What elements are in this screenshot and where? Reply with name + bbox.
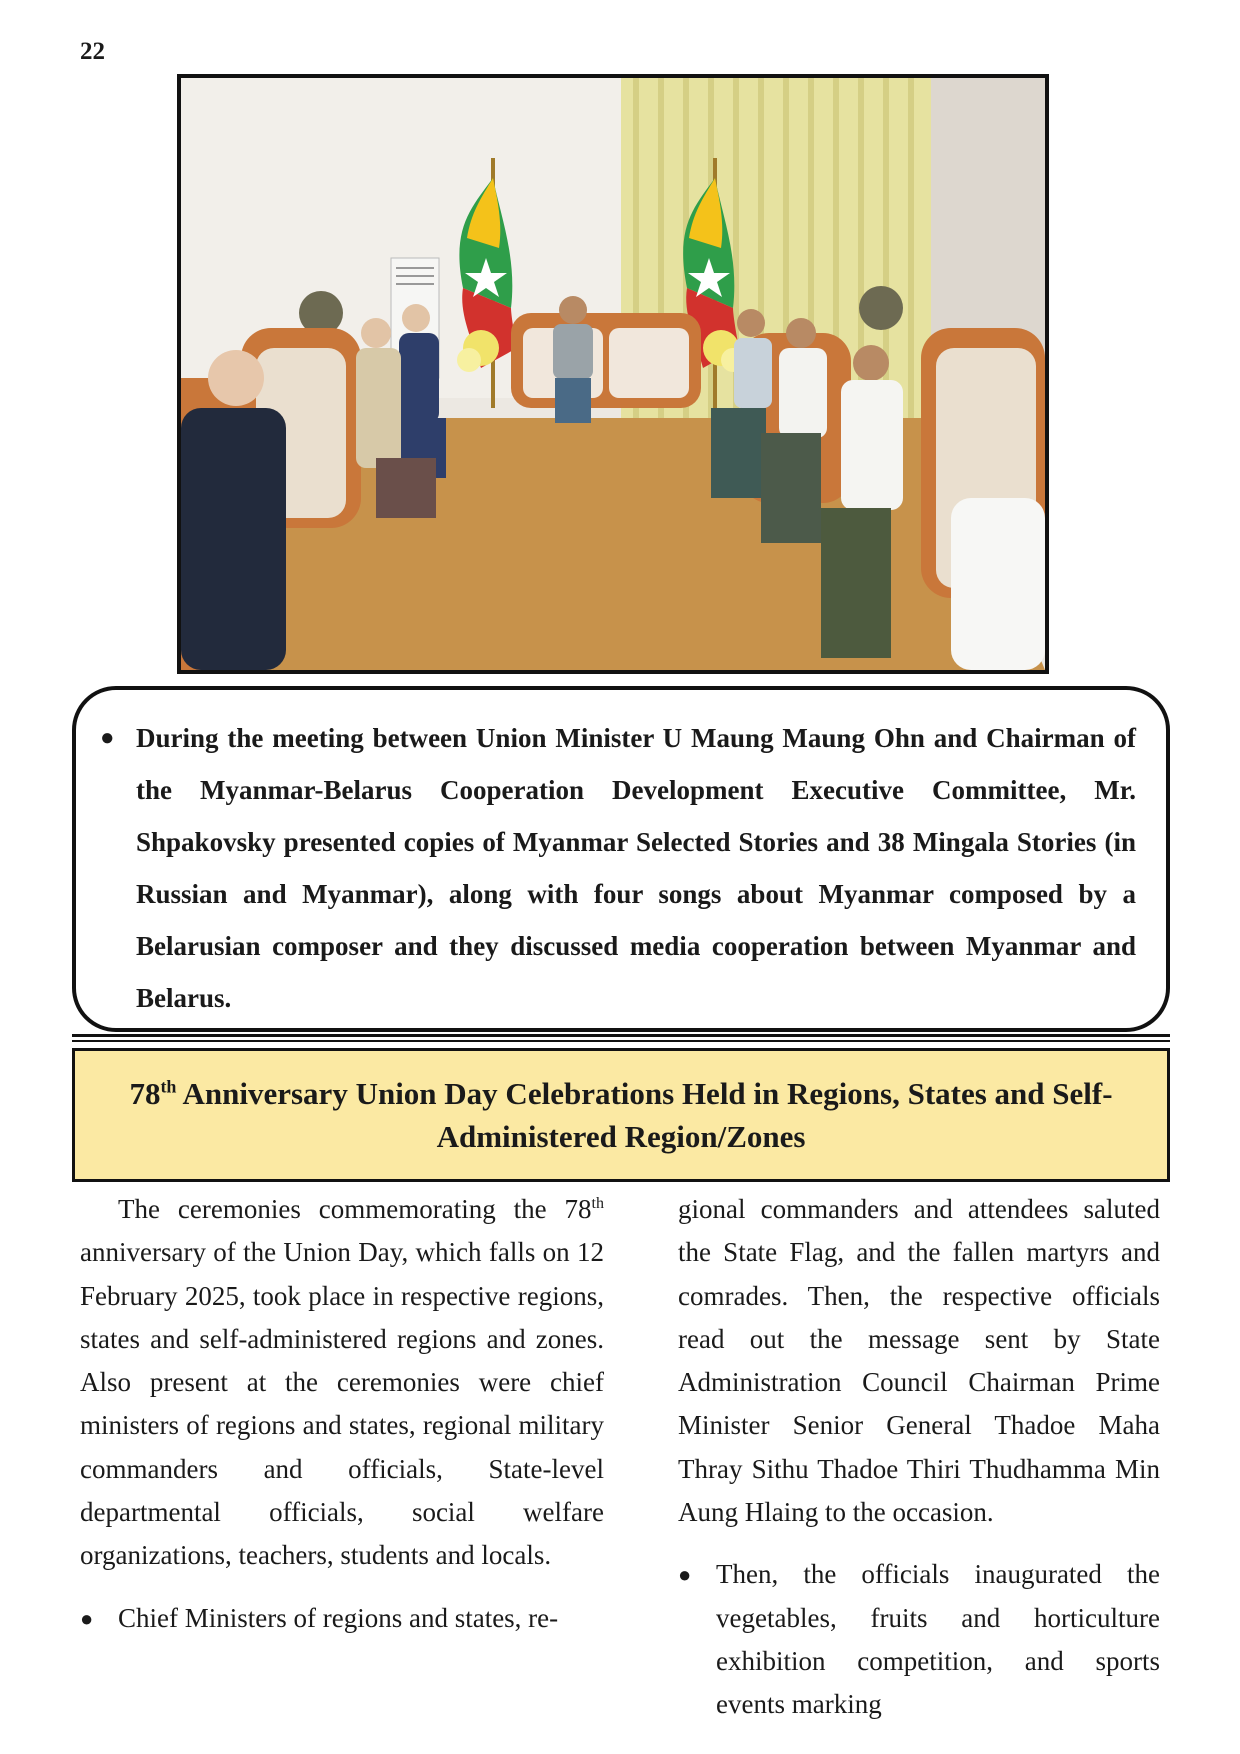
article-column-left xyxy=(80,1188,604,1640)
para-text: The ceremonies commemorating the 78 xyxy=(118,1194,592,1224)
para-ordinal: th xyxy=(591,1195,604,1212)
article-bullet xyxy=(80,1597,604,1640)
page-number: 22 xyxy=(80,38,105,65)
bullet-text: Then, the officials inaugurated the vegetables, fruits and horticulture exhibition competition, and sports events marking xyxy=(716,1559,1160,1720)
article-paragraph-continued: gional commanders and attendees saluted the State Flag, and the fallen martyrs and comrades. Then, the respective officials read out the message sent by State Administration Council Chairman Prime Minister Senior General Thadoe Maha Thray Sithu Thadoe Thiri Thudhamma Min Aung Hlaing to the occasion. xyxy=(678,1194,1160,1528)
meeting-photo xyxy=(177,74,1049,674)
bullet-icon: ● xyxy=(678,1562,692,1588)
article-paragraph xyxy=(80,1188,604,1578)
bullet-text: Chief Ministers of regions and states, re- xyxy=(118,1602,559,1633)
headline-text: Anniversary Union Day Celebrations Held in Regions, States and Self-Administered Region/Zones xyxy=(176,1076,1113,1154)
divider-rule xyxy=(72,1034,1170,1037)
article-column-right xyxy=(678,1188,1160,1727)
caption-bullet xyxy=(100,712,1136,1024)
divider-rule-thin xyxy=(72,1040,1170,1042)
headline-ordinal: th xyxy=(160,1076,177,1097)
bullet-icon: ● xyxy=(80,1605,94,1631)
headline-number: 78 xyxy=(129,1076,161,1111)
article-bullet xyxy=(678,1553,1160,1726)
article-headline xyxy=(121,1072,1121,1158)
spacer xyxy=(678,1534,1160,1553)
meeting-photo-illustration xyxy=(181,78,1045,670)
caption-text: During the meeting between Union Minister U Maung Maung Ohn and Chairman of the Myanmar-Belarus Cooperation Development Executive Committee, Mr. Shpakovsky presented copies of Myanmar Selected Stories and 38 Mingala Stories (in Russian and Myanmar), along with four songs about Myanmar composed by a Belarusian composer and they discussed media cooperation between Myanmar and Belarus. xyxy=(136,723,1136,1013)
photo-caption-box xyxy=(72,686,1170,1032)
headline-band xyxy=(72,1048,1170,1182)
para-text-cont: anniversary of the Union Day, which falls on 12 February 2025, took place in respective regions, states and self-administered regions and zones. Also present at the ceremonies were chief ministers of regions and states, regional military commanders and officials, State-level departmental officials, social welfare organizations, teachers, students and locals. xyxy=(80,1237,604,1571)
bullet-icon: ● xyxy=(100,725,115,751)
spacer xyxy=(80,1578,604,1597)
